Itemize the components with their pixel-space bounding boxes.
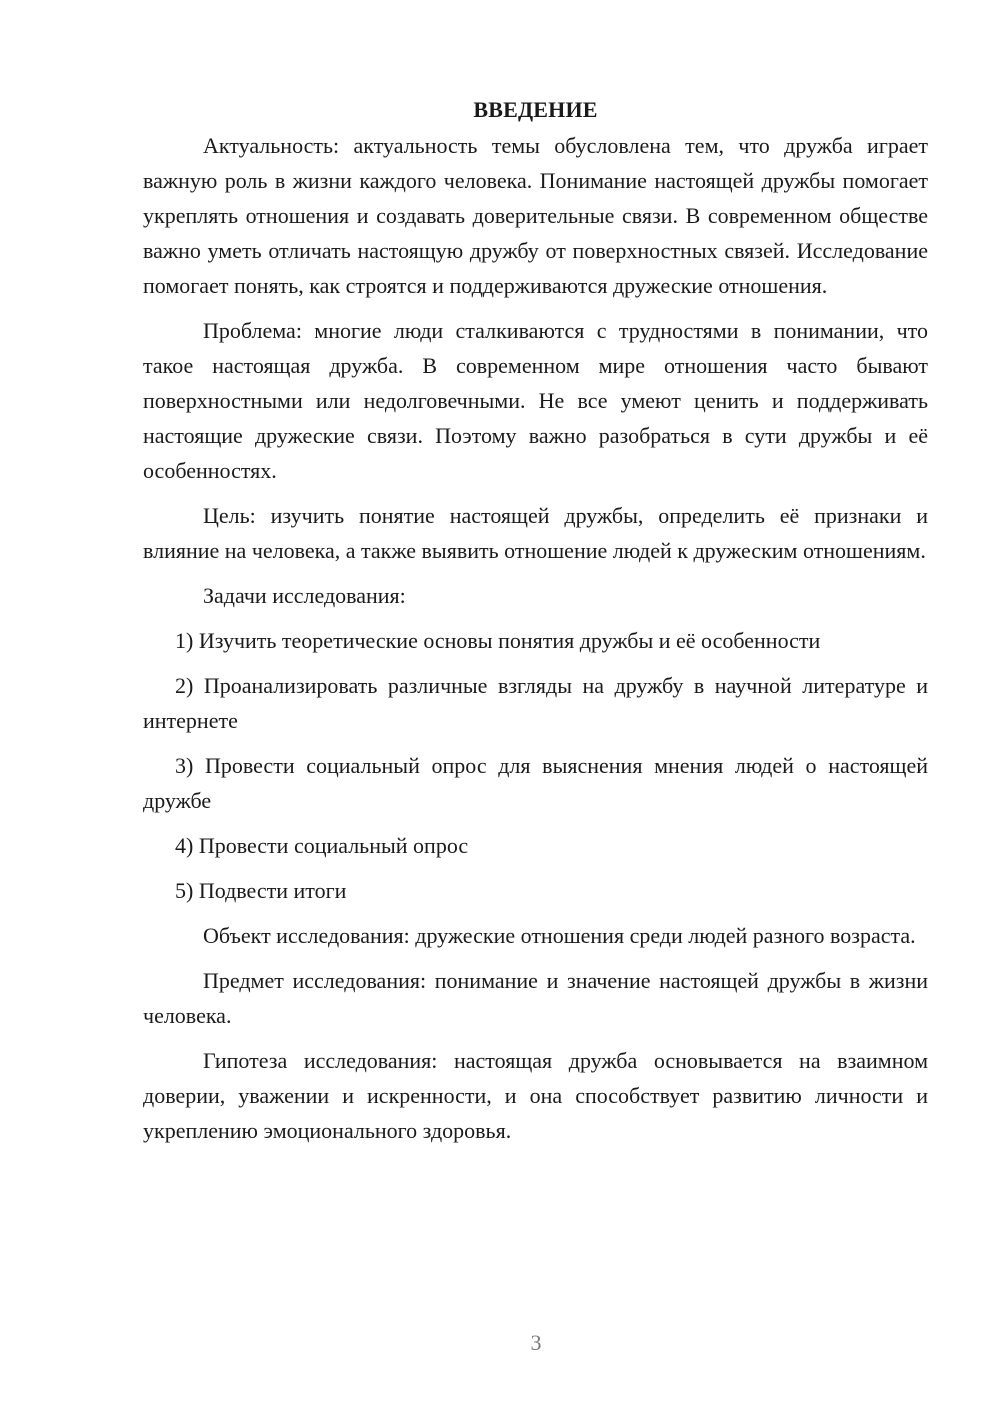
tasks-heading: Задачи исследования: [203,583,406,608]
paragraph-relevance: Актуальность: актуальность темы обусловлена тем, что дружба играет важную роль в жизни каждого человека. Понимание настоящей дружбы помогает укреплять отношения и создавать доверительные связи. В современном обществе важно уметь отличать настоящую дружбу от поверхностных связей. Исследование помогает понять, как строятся и поддерживаются дружеские отношения. [143,133,928,298]
paragraph-hypothesis: Гипотеза исследования: настоящая дружба основывается на взаимном доверии, уважении и искренности, и она способствует развитию личности и укреплению эмоционального здоровья. [143,1048,928,1143]
paragraph-object: Объект исследования: дружеские отношения среди людей разного возраста. [203,923,916,948]
task-item: 4) Провести социальный опрос [175,833,469,858]
document-page [143,92,928,1148]
page-number: 3 [530,1330,542,1355]
task-item: 5) Подвести итоги [175,878,347,903]
task-item: 2) Проанализировать различные взгляды на дружбу в научной литературе и интернете [143,673,928,733]
paragraph-subject: Предмет исследования: понимание и значение настоящей дружбы в жизни человека. [143,968,928,1028]
paragraph-problem: Проблема: многие люди сталкиваются с трудностями в понимании, что такое настоящая дружба. В современном мире отношения часто бывают поверхностными или недолговечными. Не все умеют ценить и поддерживать настоящие дружеские связи. Поэтому важно разобраться в сути дружбы и её особенностях. [143,318,928,483]
paragraph-goal: Цель: изучить понятие настоящей дружбы, определить её признаки и влияние на человека, а также выявить отношение людей к дружеским отношениям. [143,503,928,563]
section-title: ВВЕДЕНИЕ [473,97,598,122]
task-item: 1) Изучить теоретические основы понятия дружбы и её особенности [175,628,821,653]
task-item: 3) Провести социальный опрос для выяснения мнения людей о настоящей дружбе [143,753,928,813]
